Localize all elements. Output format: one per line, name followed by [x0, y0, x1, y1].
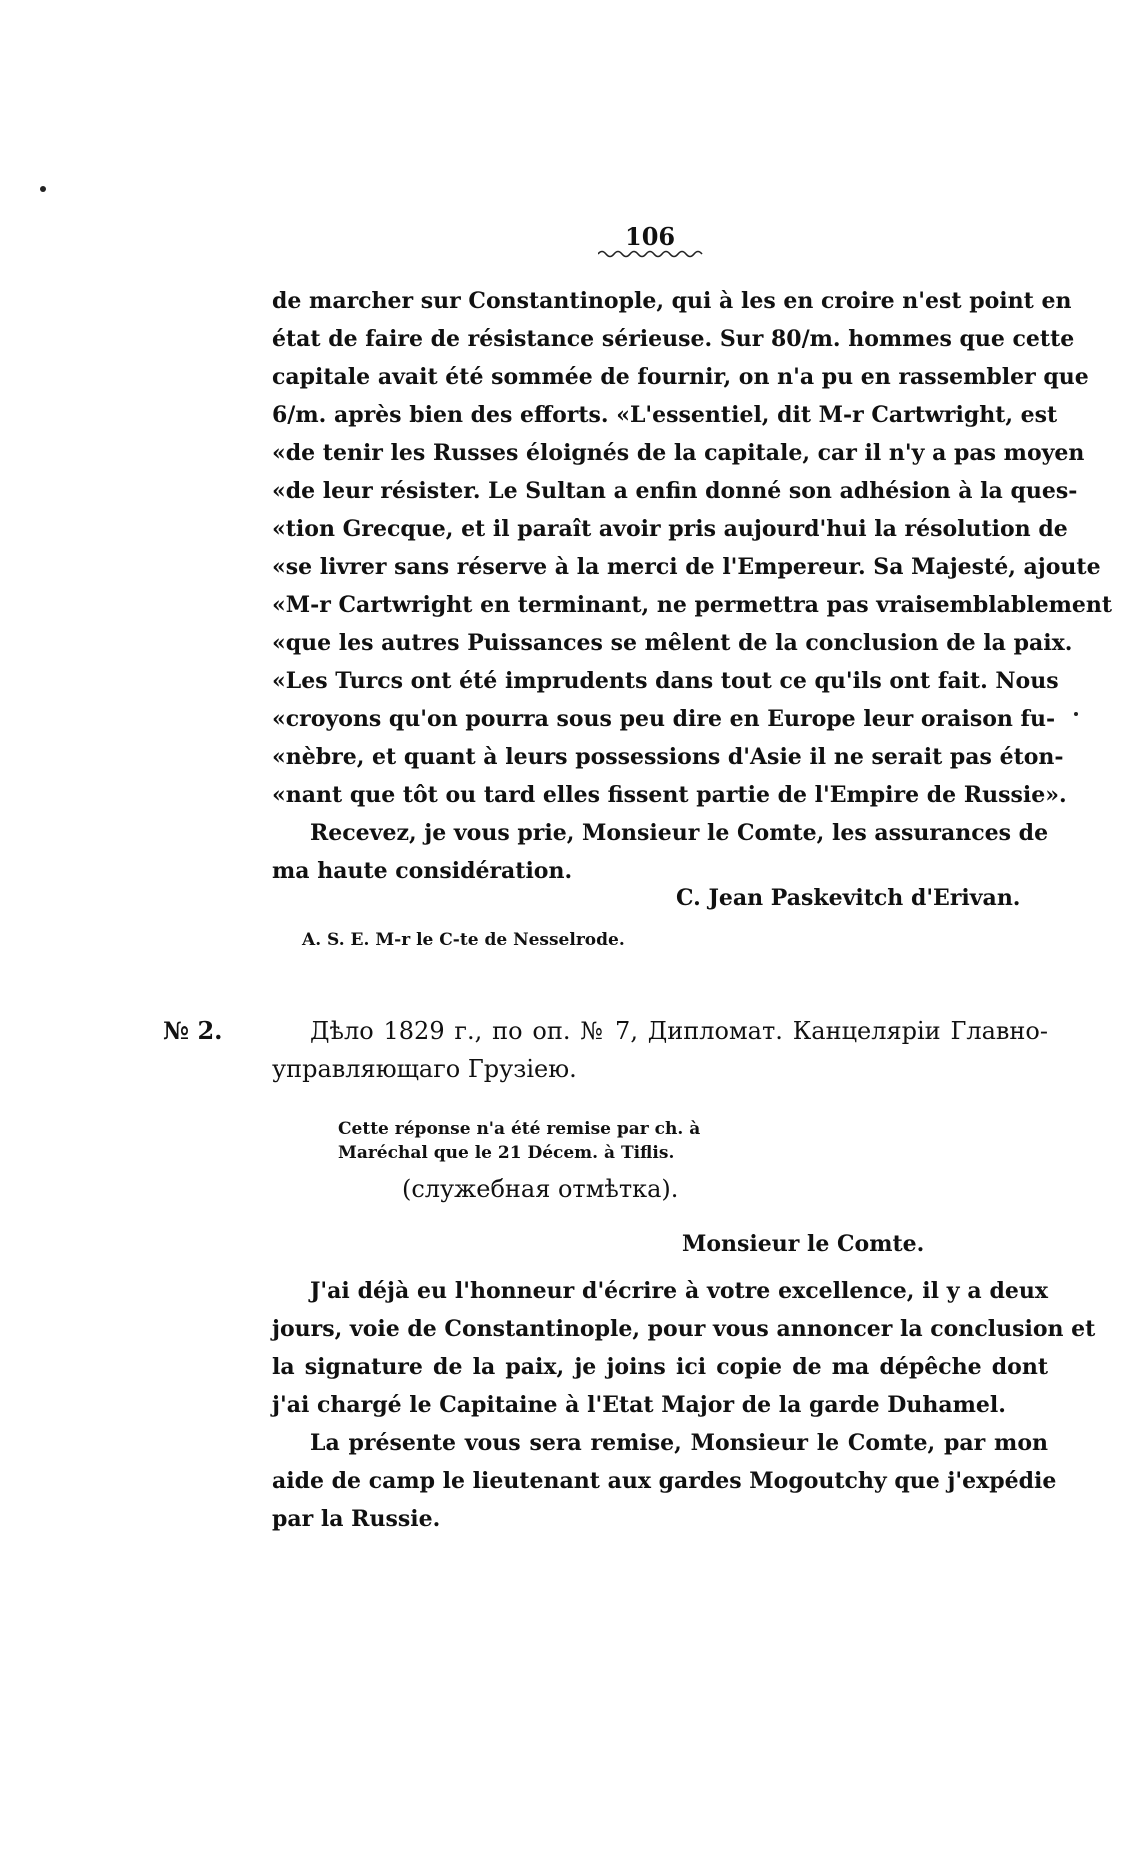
text-line: «de leur résister. Le Sultan a enfin donné son adhésion à la ques- — [272, 478, 1078, 504]
page-number-ornament — [598, 248, 708, 260]
text-line: état de faire de résistance sérieuse. Sur 80/m. hommes que cette — [272, 326, 1075, 352]
text-line: par la Russie. — [272, 1506, 441, 1532]
signature: C. Jean Paskevitch d'Erivan. — [676, 885, 1021, 911]
text-line: capitale avait été sommée de fournir, on n'a pu en rassembler que — [272, 364, 1089, 390]
print-speck — [40, 186, 46, 192]
text-line: «croyons qu'on pourra sous peu dire en Europe leur oraison fu- — [272, 706, 1056, 732]
delivery-note-line: Cette réponse n'a été remise par ch. à — [338, 1119, 701, 1139]
text-line: Recevez, je vous prie, Monsieur le Comte, les assurances de — [310, 820, 1049, 846]
page-number: 106 — [625, 222, 676, 251]
print-speck — [1074, 712, 1078, 716]
text-line: «Les Turcs ont été imprudents dans tout ce qu'ils ont fait. Nous — [272, 668, 1059, 694]
text-line: «M-r Cartwright en terminant, ne permettra pas vraisemblablement — [272, 592, 1113, 618]
paragraph-1 — [272, 1272, 1096, 1432]
text-line: La présente vous sera remise, Monsieur le Comte, par mon — [310, 1430, 1048, 1456]
closing-formula — [272, 814, 1048, 894]
addressee: A. S. E. M-r le C-te de Nesselrode. — [302, 930, 625, 950]
archive-source-line: управляющаго Грузiею. — [272, 1055, 577, 1083]
text-line: «nèbre, et quant à leurs possessions d'Asie il ne serait pas éton- — [272, 744, 1064, 770]
paragraph-2 — [272, 1424, 1057, 1544]
text-line: «se livrer sans réserve à la merci de l'Empereur. Sa Majesté, ajoute — [272, 554, 1101, 580]
text-line: j'ai chargé le Capitaine à l'Etat Major de la garde Duhamel. — [272, 1392, 1006, 1418]
service-mark: (служебная отмѣтка). — [402, 1175, 679, 1203]
letter-continuation — [272, 282, 1113, 842]
text-line: de marcher sur Constantinople, qui à les en croire n'est point en — [272, 288, 1072, 314]
salutation: Monsieur le Comte. — [682, 1231, 925, 1257]
delivery-note-line: Maréchal que le 21 Décem. à Tiflis. — [338, 1143, 675, 1163]
text-line: «de tenir les Russes éloignés de la capitale, car il n'y a pas moyen — [272, 440, 1085, 466]
text-line: J'ai déjà eu l'honneur d'écrire à votre excellence, il y a deux — [310, 1278, 1048, 1304]
text-line: «que les autres Puissances se mêlent de la conclusion de la paix. — [272, 630, 1073, 656]
text-line: la signature de la paix, je joins ici copie de ma dépêche dont — [272, 1354, 1048, 1380]
text-line: «tion Grecque, et il paraît avoir pris aujourd'hui la résolution de — [272, 516, 1068, 542]
text-line: «nant que tôt ou tard elles fissent partie de l'Empire de Russie». — [272, 782, 1067, 808]
text-line: jours, voie de Constantinople, pour vous annoncer la conclusion et — [272, 1316, 1096, 1342]
archive-source-line: Дѣло 1829 г., по оп. № 7, Дипломат. Канцелярiи Главно- — [310, 1017, 1048, 1045]
document-number: № 2. — [163, 1016, 223, 1045]
text-line: 6/m. après bien des efforts. «L'essentiel, dit M-r Cartwright, est — [272, 402, 1058, 428]
text-line: aide de camp le lieutenant aux gardes Mogoutchy que j'expédie — [272, 1468, 1057, 1494]
text-line: ma haute considération. — [272, 858, 573, 884]
